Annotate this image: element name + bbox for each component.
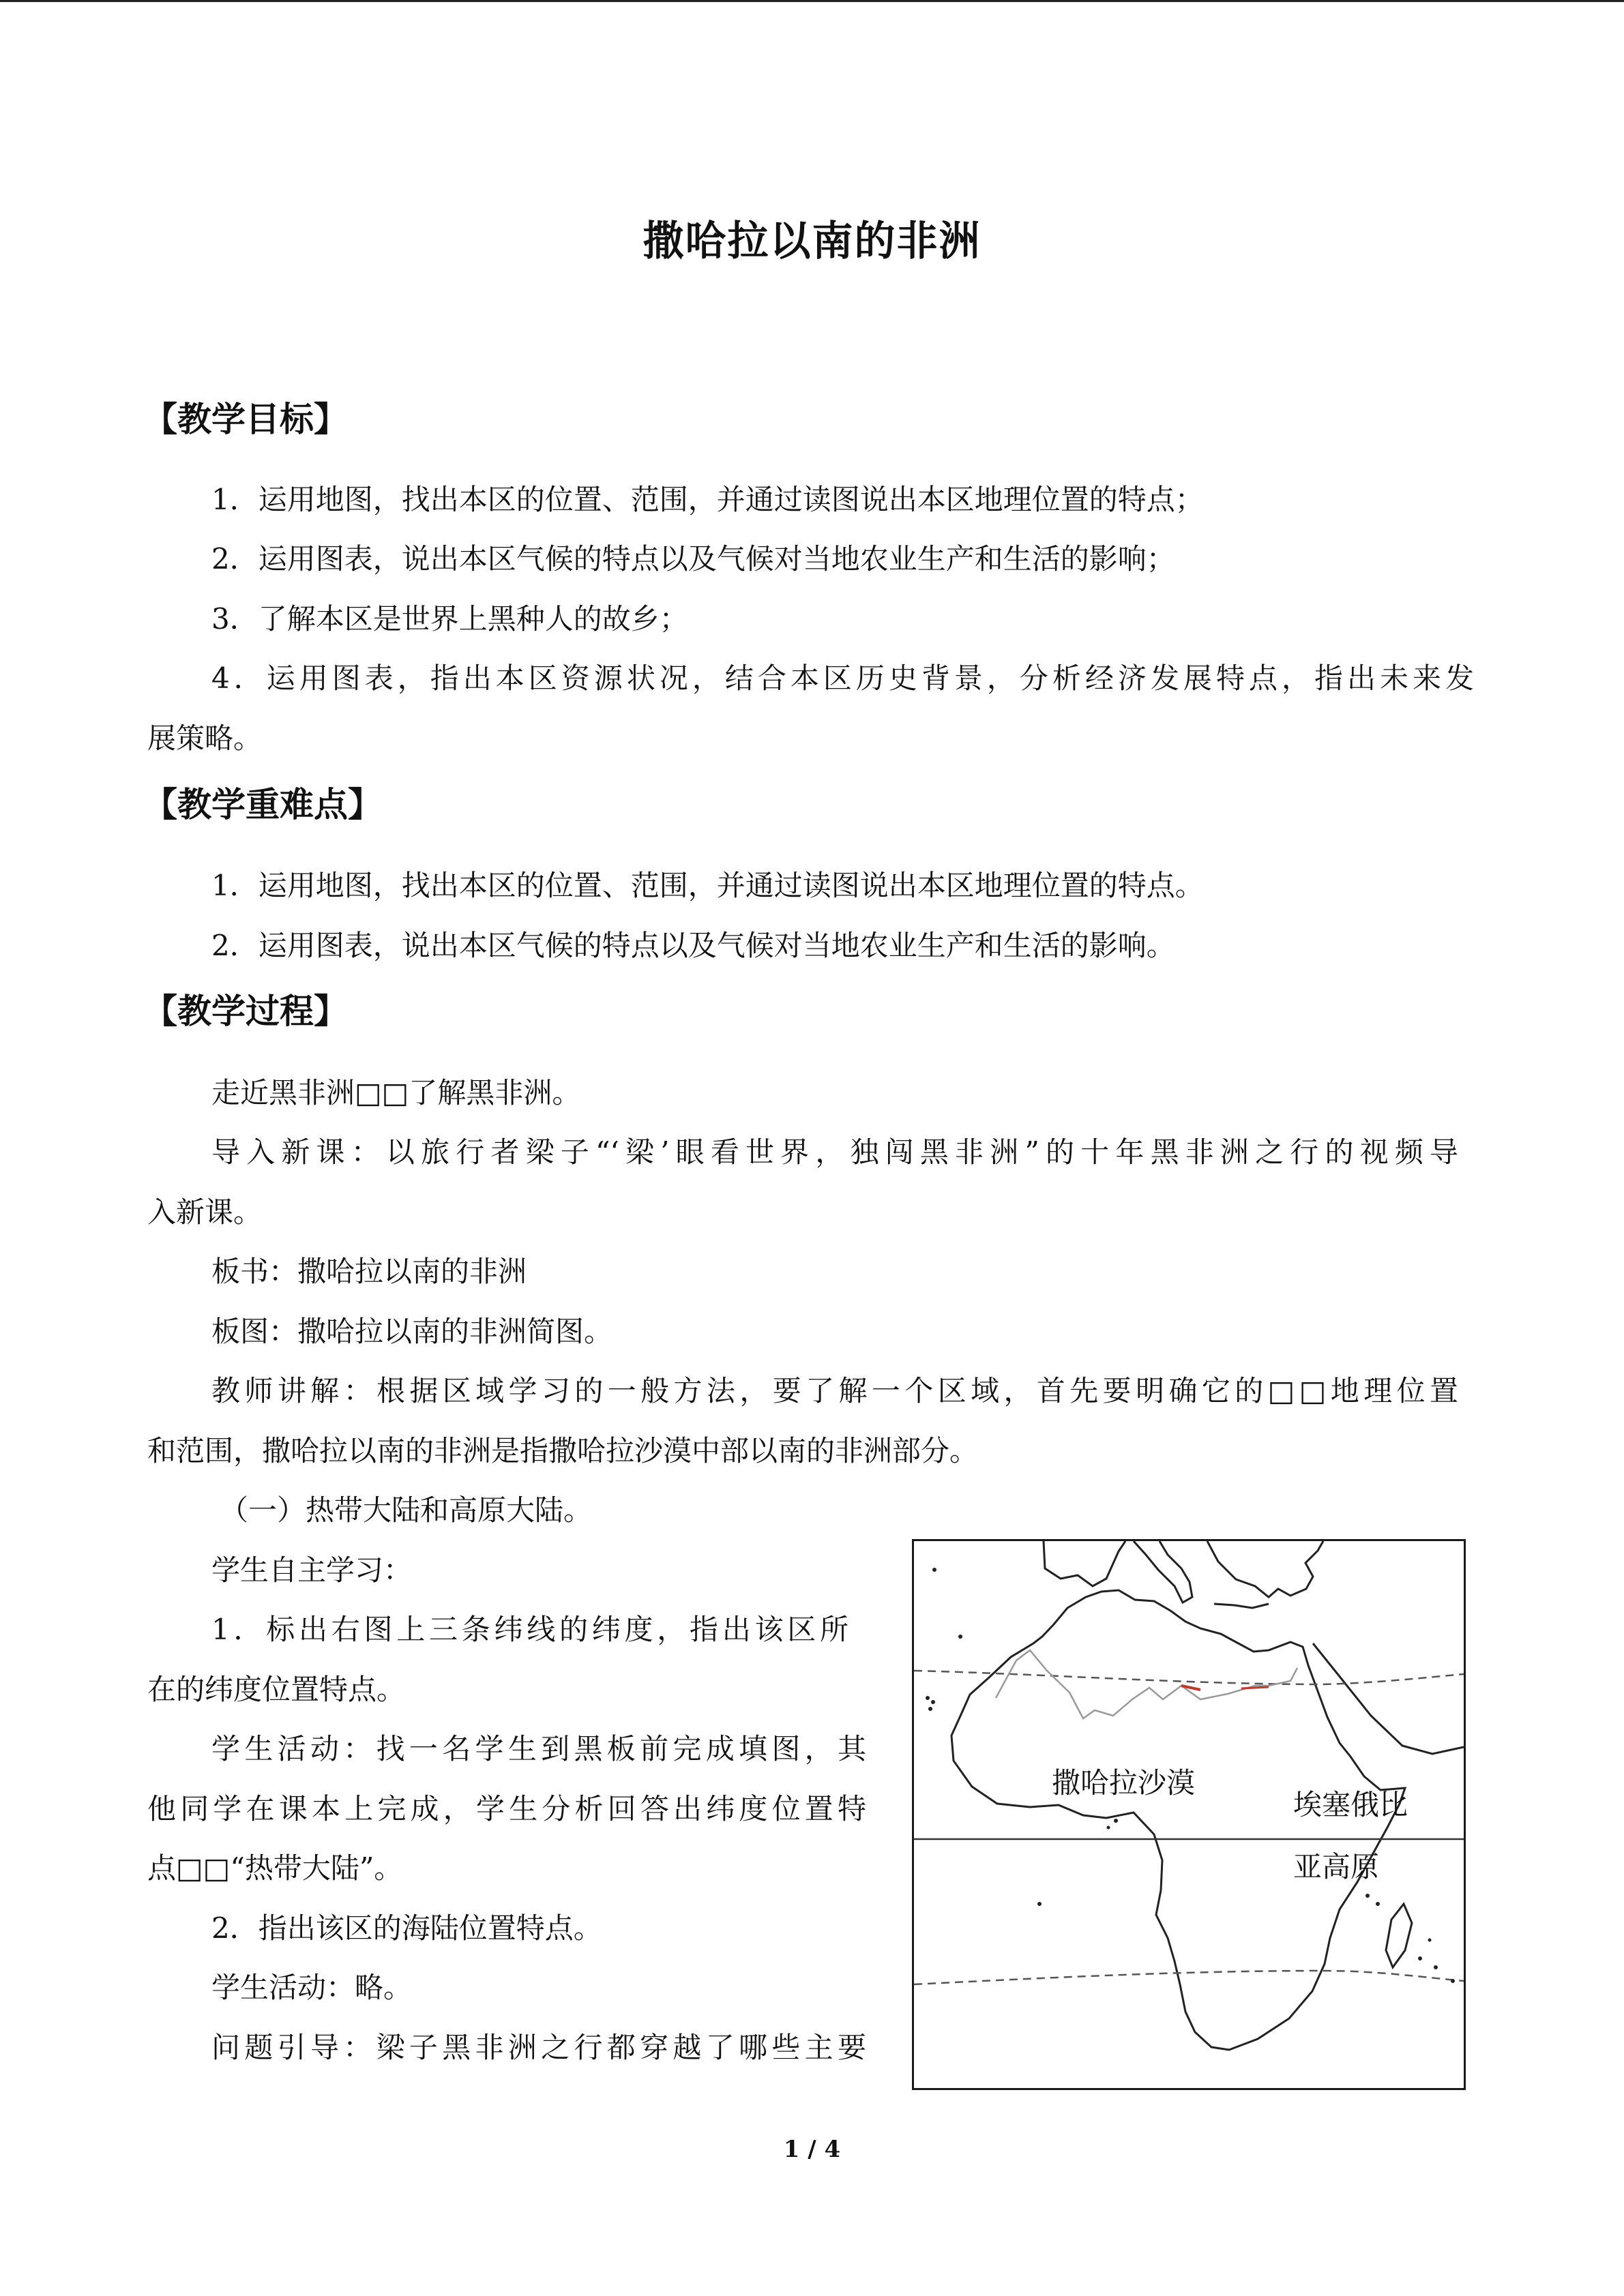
- page-title: 撒哈拉以南的非洲: [643, 218, 981, 265]
- process-line: 他同学在课本上完成，学生分析回答出纬度位置特: [147, 1792, 866, 1825]
- process-line: 导入新课：以旅行者梁子“‘梁’眼看世界，独闯黑非洲”的十年黑非洲之行的视频导: [211, 1135, 1458, 1169]
- africa-outline-map: [912, 1539, 1466, 2090]
- process-line: 问题引导：梁子黑非洲之行都穿越了哪些主要: [211, 2031, 866, 2064]
- process-line: 教师讲解：根据区域学习的一般方法，要了解一个区域，首先要明确它的□□地理位置: [211, 1374, 1458, 1407]
- process-line: 学生活动：找一名学生到黑板前完成填图，其: [211, 1732, 866, 1765]
- label-ethiopian-highlands-line1: 埃塞俄比: [1293, 1788, 1408, 1821]
- process-line: 和范围，撒哈拉以南的非洲是指撒哈拉沙漠中部以南的非洲部分。: [147, 1434, 979, 1467]
- process-line: 2．指出该区的海陆位置特点。: [211, 1911, 602, 1945]
- process-line: 入新课。: [147, 1195, 263, 1229]
- label-sahara-desert: 撒哈拉沙漠: [1052, 1766, 1196, 1800]
- process-line: 走近黑非洲□□了解黑非洲。: [211, 1076, 581, 1109]
- process-line: 点□□“热带大陆”。: [147, 1851, 403, 1885]
- heading-key-points: 【教学重难点】: [143, 785, 382, 824]
- process-line: 板书：撒哈拉以南的非洲: [211, 1255, 527, 1288]
- process-line: 板图：撒哈拉以南的非洲简图。: [211, 1315, 613, 1348]
- label-ethiopian-highlands-line2: 亚高原: [1293, 1850, 1380, 1883]
- top-border-rule: [0, 0, 1624, 2]
- process-line: 在的纬度位置特点。: [147, 1673, 406, 1706]
- objective-item: 2．运用图表，说出本区气候的特点以及气候对当地农业生产和生活的影响；: [211, 542, 1175, 576]
- objective-item-continued: 展策略。: [147, 721, 263, 755]
- process-line: 学生自主学习：: [211, 1553, 413, 1587]
- objective-item: 1．运用地图，找出本区的位置、范围，并通过读图说出本区地理位置的特点；: [211, 483, 1204, 516]
- heading-process: 【教学过程】: [143, 992, 348, 1031]
- page-number: 1 / 4: [783, 2136, 841, 2163]
- objective-item: 3．了解本区是世界上黑种人的故乡；: [211, 602, 688, 636]
- process-line: （一）热带大陆和高原大陆。: [220, 1493, 593, 1527]
- key-point-item: 1．运用地图，找出本区的位置、范围，并通过读图说出本区地理位置的特点。: [211, 869, 1204, 902]
- heading-objectives: 【教学目标】: [143, 400, 348, 439]
- process-line: 1．标出右图上三条纬线的纬度，指出该区所: [211, 1613, 848, 1646]
- objective-item: 4．运用图表，指出本区资源状况，结合本区历史背景，分析经济发展特点，指出未来发: [211, 661, 1474, 695]
- key-point-item: 2．运用图表，说出本区气候的特点以及气候对当地农业生产和生活的影响。: [211, 929, 1175, 962]
- process-line: 学生活动：略。: [211, 1971, 413, 2004]
